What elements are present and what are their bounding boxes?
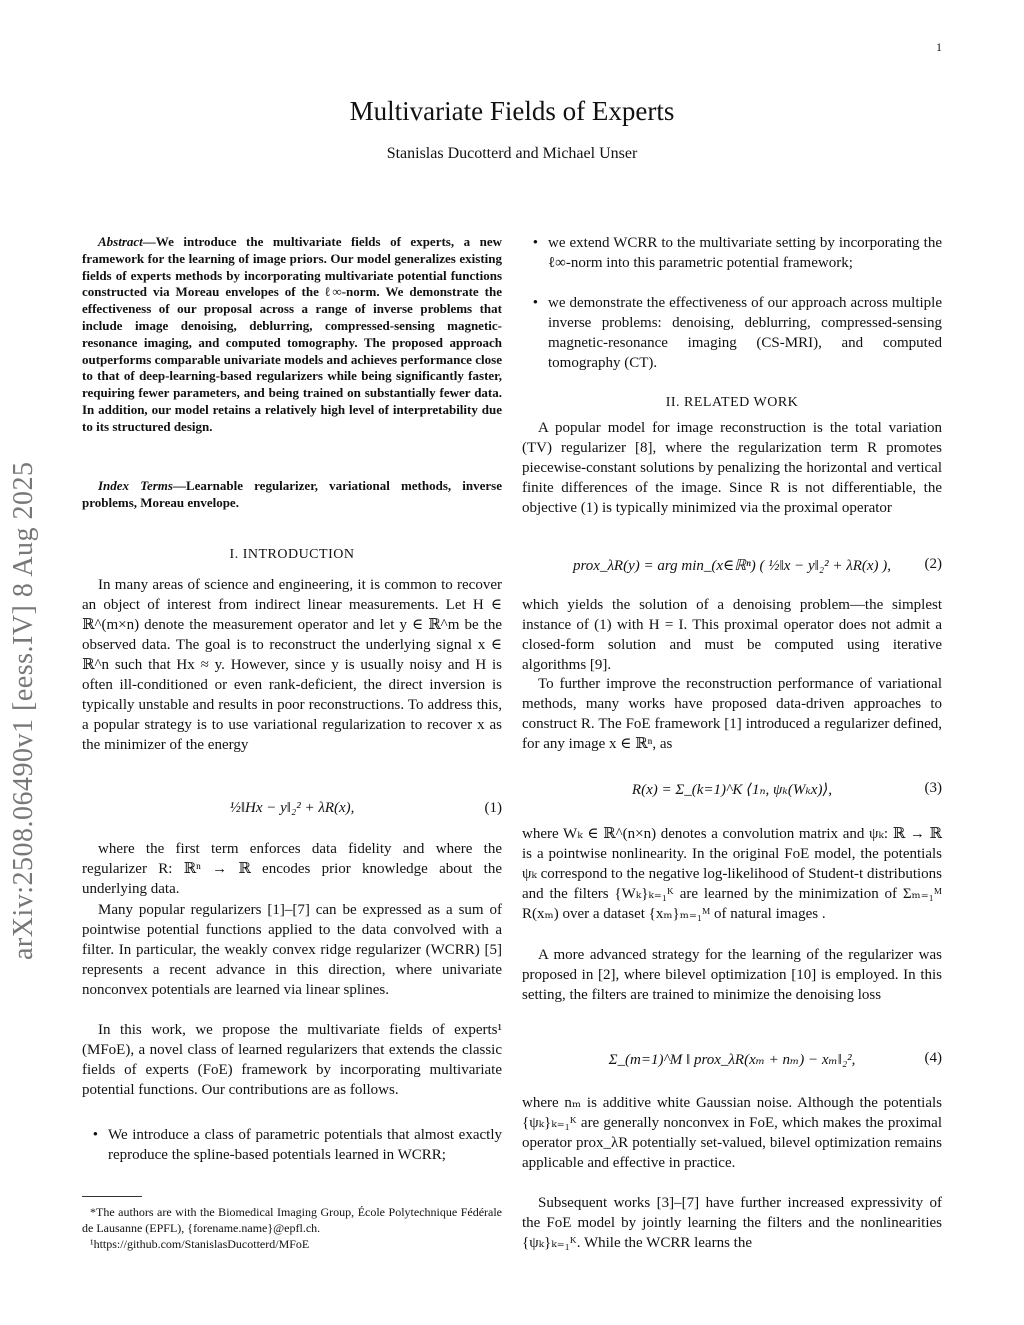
page-number: 1 bbox=[936, 40, 942, 54]
equation-3 bbox=[522, 780, 942, 799]
paragraph: In many areas of science and engineering, it is common to recover an object of interest from indirect linear measurements. Let H ∈ ℝ^(m×n) denote the measurement operator and let y ∈ ℝ^m be the observed data. The goal is to reconstruct the underlying signal x ∈ ℝ^n such that Hx ≈ y. However, since y is usually noisy and H is often ill-conditioned or even rank-deficient, the direct inversion is typically unstable and results in poor reconstructions. To address this, a popular strategy is to use variational regularization to recover x as the minimizer of the energy bbox=[82, 577, 502, 753]
list-item bbox=[522, 293, 942, 373]
index-terms-label: Index Terms— bbox=[98, 478, 186, 493]
abstract-text: We introduce the multivariate fields of experts, a new framework for the learning of image priors. Our model generalizes existing fields of experts methods by incorporating multivariate potential functions constructed via Moreau envelopes of the ℓ∞-norm. We demonstrate the effectiveness of our proposal across a range of inverse problems that include image denoising, deblurring, compressed-sensing magnetic-resonance imaging, and computed tomography. The proposed approach outperforms comparable univariate models and achieves performance close to that of deep-learning-based regularizers while being significantly faster, requiring fewer parameters, and being trained on substantially fewer data. In addition, our model retains a relatively high level of interpretability due to its structured design. bbox=[82, 234, 502, 434]
paragraph: Many popular regularizers [1]–[7] can be expressed as a sum of pointwise potential functions applied to the data convolved with a filter. In particular, the weakly convex ridge regularizer (WCRR) [5] represents a recent advance in this direction, where univariate nonconvex potentials are learned via linear splines. bbox=[82, 902, 502, 998]
paragraph: A popular model for image reconstruction is the total variation (TV) regularizer [8], where the regularization term R promotes piecewise-constant solutions by penalizing the horizontal and vertical finite differences of the image. Since R is not differentiable, the objective (1) is typically minimized via the proximal operator bbox=[522, 420, 942, 516]
list-item-text: we extend WCRR to the multivariate setting by incorporating the ℓ∞-norm into this parametric potential framework; bbox=[548, 235, 942, 271]
equation-number: (3) bbox=[924, 780, 942, 796]
paragraph: In this work, we propose the multivariate fields of experts¹ (MFoE), a novel class of learned regularizers that extends the classic fields of experts (FoE) framework by incorporating multivariate potential functions. Our contributions are as follows. bbox=[82, 1022, 502, 1098]
paragraph: where Wₖ ∈ ℝ^(n×n) denotes a convolution matrix and ψₖ: ℝ → ℝ is a pointwise nonlinearity. In the original FoE model, the potentials ψₖ correspond to the negative log-likelihood of Student-t distributions and the filters {Wₖ}ₖ₌₁ᴷ are learned by the minimization of Σₘ₌₁ᴹ R(xₘ) over a dataset {xₘ}ₘ₌₁ᴹ of natural images . bbox=[522, 826, 942, 922]
footnote-link[interactable]: ¹https://github.com/StanislasDucotterd/MFoE bbox=[90, 1237, 310, 1251]
paragraph: where the first term enforces data fidelity and where the regularizer R: ℝⁿ → ℝ encodes prior knowledge about the underlying data. bbox=[82, 841, 502, 897]
equation-text: Σ_(m=1)^M ‖ prox_λR(xₘ + nₘ) − xₘ‖₂², bbox=[608, 1052, 856, 1068]
paper-title: Multivariate Fields of Experts bbox=[349, 96, 675, 126]
list-item bbox=[82, 1125, 502, 1165]
paragraph: To further improve the reconstruction performance of variational methods, many works have proposed data-driven approaches to construct R. The FoE framework [1] introduced a regularizer defined, for any image x ∈ ℝⁿ, as bbox=[522, 676, 942, 752]
abstract bbox=[82, 234, 502, 436]
equation-number: (4) bbox=[924, 1050, 942, 1066]
paragraph: where nₘ is additive white Gaussian noise. Although the potentials {ψₖ}ₖ₌₁ᴷ are generally nonconvex in FoE, which makes the proximal operator prox_λR potentially set-valued, bilevel optimization remains applicable and effective in practice. bbox=[522, 1095, 942, 1171]
footnote-divider bbox=[82, 1196, 142, 1197]
equation-1 bbox=[82, 800, 502, 817]
index-terms bbox=[82, 478, 502, 512]
bullet-icon: • bbox=[532, 295, 538, 311]
list-item bbox=[522, 233, 942, 273]
equation-number: (1) bbox=[484, 800, 502, 816]
bullet-icon: • bbox=[532, 235, 538, 251]
arxiv-stamp: arXiv:2508.06490v1 [eess.IV] 8 Aug 2025 bbox=[8, 461, 39, 960]
equation-text: R(x) = Σ_(k=1)^K ⟨1ₙ, ψₖ(Wₖx)⟩, bbox=[631, 782, 833, 798]
equation-text: ½‖Hx − y‖₂² + λR(x), bbox=[229, 800, 355, 816]
list-item-text: we demonstrate the effectiveness of our approach across multiple inverse problems: denoising, deblurring, compressed-sensing magnetic-resonance imaging (CS-MRI), and computed tomography (CT). bbox=[548, 295, 942, 371]
index-terms-text: Learnable regularizer, variational methods, inverse problems, Moreau envelope. bbox=[82, 478, 502, 510]
paragraph: Subsequent works [3]–[7] have further increased expressivity of the FoE model by jointly learning the filters and the nonlinearities {ψₖ}ₖ₌₁ᴷ. While the WCRR learns the bbox=[522, 1195, 942, 1251]
abstract-label: Abstract— bbox=[98, 234, 156, 249]
footnote-affiliation: *The authors are with the Biomedical Imaging Group, École Polytechnique Fédérale de Lausanne (EPFL), {forename.name}@epfl.ch. bbox=[82, 1205, 502, 1235]
equation-number: (2) bbox=[924, 556, 942, 572]
paragraph: which yields the solution of a denoising problem—the simplest instance of (1) with H = I. This proximal operator does not admit a closed-form solution and must be computed using iterative algorithms [9]. bbox=[522, 597, 942, 673]
section-heading-introduction: I. INTRODUCTION bbox=[229, 547, 355, 562]
section-heading-related-work: II. RELATED WORK bbox=[665, 395, 799, 410]
equation-text: prox_λR(y) = arg min_(x∈ℝⁿ) ( ½‖x − y‖₂² + λR(x) ), bbox=[573, 558, 891, 574]
list-item-text: We introduce a class of parametric potentials that almost exactly reproduce the spline-based potentials learned in WCRR; bbox=[108, 1127, 502, 1163]
equation-2 bbox=[522, 556, 942, 575]
paper-authors: Stanislas Ducotterd and Michael Unser bbox=[386, 145, 638, 162]
equation-4 bbox=[522, 1050, 942, 1069]
bullet-icon: • bbox=[92, 1127, 98, 1143]
paragraph: A more advanced strategy for the learning of the regularizer was proposed in [2], where bilevel optimization [10] is employed. In this setting, the filters are trained to minimize the denoising loss bbox=[522, 947, 942, 1003]
